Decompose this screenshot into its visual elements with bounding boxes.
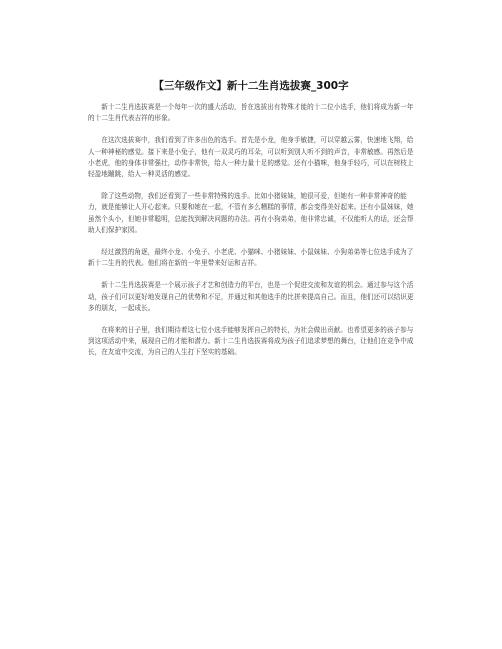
paragraph-special-contestants: 除了这些动物，我们还看到了一些非常特殊的选手。比如小猪妹妹，她很可爱，但她有一种非常神奇的能力，就是能够让人开心起来。只要和她在一起，不管有多么糟糕的事情，都会变得美好起来。还有小鼠妹妹，她虽然个头小，但她非常聪明，总能找到解决问题的办法。再有小狗弟弟，他非常忠诚，不仅能听人的话，还会帮助人们保护家园。 [88,192,414,234]
paragraph-intro: 新十二生肖选拔赛是一个每年一次的盛大活动，旨在选拔出有特殊才能的十二位小选手，他们将成为新一年的十二生肖代表吉祥的形象。 [88,103,414,123]
paragraph-future: 在将来的日子里，我们期待着这七位小选手能够发挥自己的特长，为社会做出贡献。也希望更多的孩子参与到这项活动中来，展现自己的才能和潜力。新十二生肖选拔赛将成为孩子们追求梦想的舞台，让他们在竞争中成长，在友谊中交流，为自己的人生打下坚实的基础。 [88,326,414,357]
document-title: 【三年级作文】新十二生肖选拔赛_300字 [153,80,349,92]
paragraph-significance: 新十二生肖选拔赛是一个展示孩子才艺和创造力的平台，也是一个促进交流和友谊的机会。通过参与这个活动，孩子们可以更好地发现自己的优势和不足，并通过和其他选手的比拼来提高自己。而且，他们还可以结识更多的朋友，一起成长。 [88,281,414,312]
paragraph-contestants: 在这次选拔赛中，我们看到了许多出色的选手。首先是小龙，他身手敏捷，可以穿越云雾，快速地飞翔，给人一种神秘的感觉。接下来是小兔子，他有一双灵巧的耳朵，可以听到别人听不到的声音，非常敏感。再然后是小老虎，他的身体非常强壮，动作非常快，给人一种力量十足的感觉。还有小猫咪，他身手轻巧，可以在树枝上轻盈地蹦跳，给人一种灵活的感觉。 [88,136,414,179]
document-page [88,78,414,370]
paragraph-results: 经过激烈的角逐，最终小龙、小兔子、小老虎、小猫咪、小猪妹妹、小鼠妹妹、小狗弟弟等七位选手成为了新十二生肖的代表。他们将在新的一年里带来好运和吉祥。 [88,248,414,268]
